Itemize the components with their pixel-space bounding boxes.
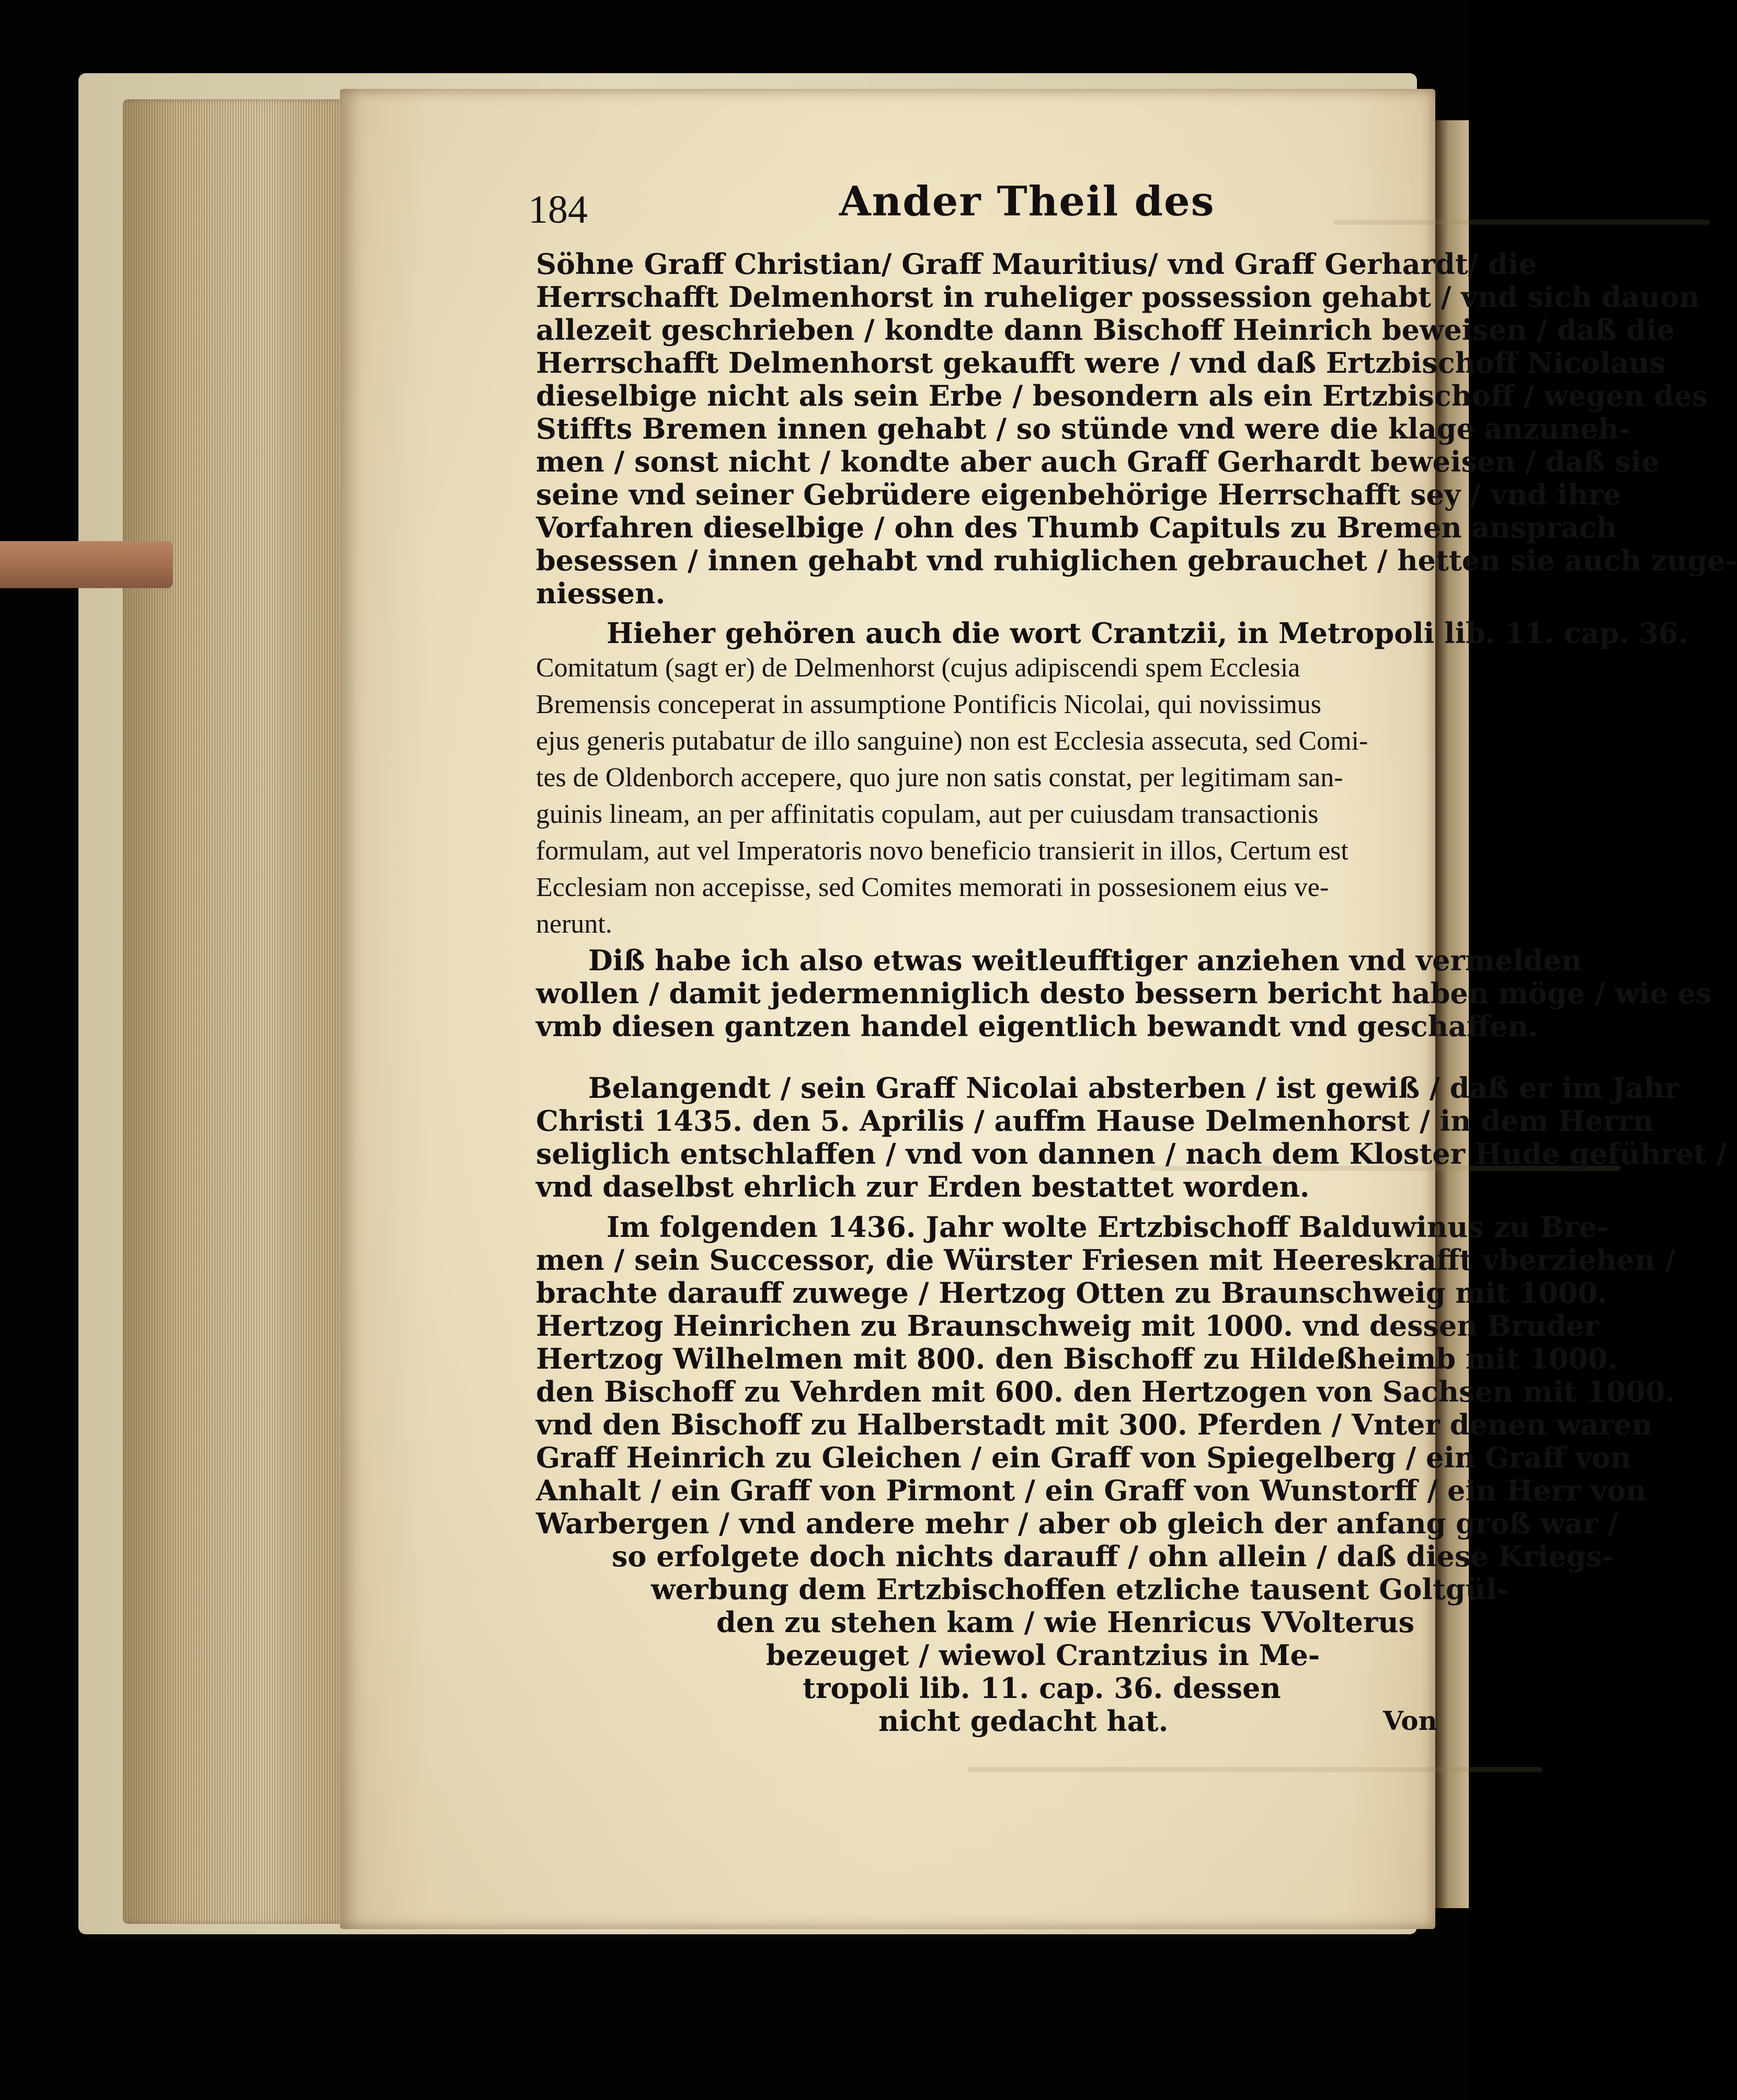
page-number: 184	[528, 188, 588, 232]
text-line: brachte darauff zuwege / Hertzog Otten zu Braunschweig mit 1000.	[536, 1276, 1607, 1310]
text-line: men / sonst nicht / kondte aber auch Graff Gerhardt beweisen / daß sie	[536, 445, 1660, 478]
catchword: Von	[1383, 1705, 1437, 1736]
text-line: werbung dem Ertzbischoffen etzliche tausent Goltgül-	[651, 1573, 1509, 1606]
text-line: niessen.	[536, 577, 666, 610]
running-title: Ander Theil des	[839, 178, 1215, 225]
text-line: Christi 1435. den 5. Aprilis / auffm Hause Delmenhorst / in dem Herrn	[536, 1104, 1653, 1138]
text-line: allezeit geschrieben / kondte dann Bischoff Heinrich beweisen / daß die	[536, 313, 1675, 347]
text-line: Graff Heinrich zu Gleichen / ein Graff von Spiegelberg / ein Graff von	[536, 1441, 1631, 1474]
latin-quote-line: nerunt.	[536, 909, 612, 939]
text-line: Söhne Graff Christian/ Graff Mauritius/ vnd Graff Gerhardt/ die	[536, 247, 1537, 281]
page-header	[528, 178, 1443, 235]
text-line: bezeuget / wiewol Crantzius in Me-	[766, 1638, 1320, 1672]
text-line: Hieher gehören auch die wort Crantzii, in Metropoli lib. 11. cap. 36.	[607, 616, 1688, 650]
text-line: wollen / damit jedermenniglich desto bessern bericht haben möge / wie es	[536, 977, 1712, 1010]
text-line: seine vnd seiner Gebrüdere eigenbehörige Herrschafft sey / vnd ihre	[536, 478, 1621, 511]
latin-quote-line: Bremensis conceperat in assumptione Pontificis Nicolai, qui novissimus	[536, 690, 1322, 719]
text-line: vnd daselbst ehrlich zur Erden bestattet worden.	[536, 1170, 1310, 1203]
text-line: Im folgenden 1436. Jahr wolte Ertzbischoff Balduwinus zu Bre-	[607, 1210, 1609, 1244]
text-line: vnd den Bischoff zu Halberstadt mit 300. Pferden / Vnter denen waren	[536, 1408, 1652, 1441]
text-line: besessen / innen gehabt vnd ruhiglichen gebrauchet / hetten sie auch zuge-	[536, 544, 1737, 577]
text-line: Hertzog Wilhelmen mit 800. den Bischoff zu Hildeßheimb mit 1000.	[536, 1342, 1618, 1375]
latin-quote-line: guinis lineam, an per affinitatis copulam, aut per cuiusdam transactionis	[536, 799, 1319, 829]
latin-quote-line: tes de Oldenborch accepere, quo jure non satis constat, per legitimam san-	[536, 763, 1343, 793]
text-line: seliglich entschlaffen / vnd von dannen / nach dem Kloster Hude geführet /	[536, 1137, 1727, 1171]
latin-quote-line: Comitatum (sagt er) de Delmenhorst (cujus adipiscendi spem Ecclesia	[536, 653, 1300, 683]
bookmark-ribbon[interactable]	[0, 541, 173, 588]
text-line: Hertzog Heinrichen zu Braunschweig mit 1000. vnd dessen Bruder	[536, 1309, 1599, 1342]
text-line: so erfolgete doch nichts darauff / ohn allein / daß diese Kriegs-	[612, 1540, 1614, 1573]
page-edges-stack	[123, 99, 353, 1924]
latin-quote-line: Ecclesiam non accepisse, sed Comites memorati in possesionem eius ve-	[536, 873, 1329, 902]
text-line: dieselbige nicht als sein Erbe / besondern als ein Ertzbischoff / wegen des	[536, 379, 1708, 412]
latin-quote-line: ejus generis putabatur de illo sanguine) non est Ecclesia assecuta, sed Comi-	[536, 726, 1368, 756]
text-line: tropoli lib. 11. cap. 36. dessen	[803, 1671, 1281, 1705]
text-line: Belangendt / sein Graff Nicolai absterben / ist gewiß / daß er im Jahr	[588, 1071, 1679, 1105]
show-through-mark	[967, 1767, 1542, 1772]
text-line: Vorfahren dieselbige / ohn des Thumb Capituls zu Bremen ansprach	[536, 511, 1617, 544]
text-line: Stiffts Bremen innen gehabt / so stünde vnd were die klage anzuneh-	[536, 412, 1631, 445]
text-line: Herrschafft Delmenhorst in ruheliger possession gehabt / vnd sich dauon	[536, 280, 1700, 314]
text-line: Warbergen / vnd andere mehr / aber ob gleich der anfang groß war /	[536, 1507, 1618, 1540]
text-line: men / sein Successor, die Würster Friesen mit Heereskrafft vberziehen /	[536, 1243, 1675, 1277]
text-line: Diß habe ich also etwas weitleufftiger anziehen vnd vermelden	[588, 944, 1582, 977]
text-line: den Bischoff zu Vehrden mit 600. den Hertzogen von Sachsen mit 1000.	[536, 1375, 1675, 1408]
latin-quote-line: formulam, aut vel Imperatoris novo beneficio transierit in illos, Certum est	[536, 836, 1349, 866]
text-line: vmb diesen gantzen handel eigentlich bewandt vnd geschaffen.	[536, 1009, 1538, 1043]
text-line: Herrschafft Delmenhorst gekaufft were / vnd daß Ertzbischoff Nicolaus	[536, 346, 1665, 380]
text-line: den zu stehen kam / wie Henricus VVolterus	[716, 1605, 1415, 1639]
text-line: Anhalt / ein Graff von Pirmont / ein Graff von Wunstorff / ein Herr von	[536, 1474, 1647, 1507]
text-line: nicht gedacht hat.	[878, 1704, 1169, 1738]
